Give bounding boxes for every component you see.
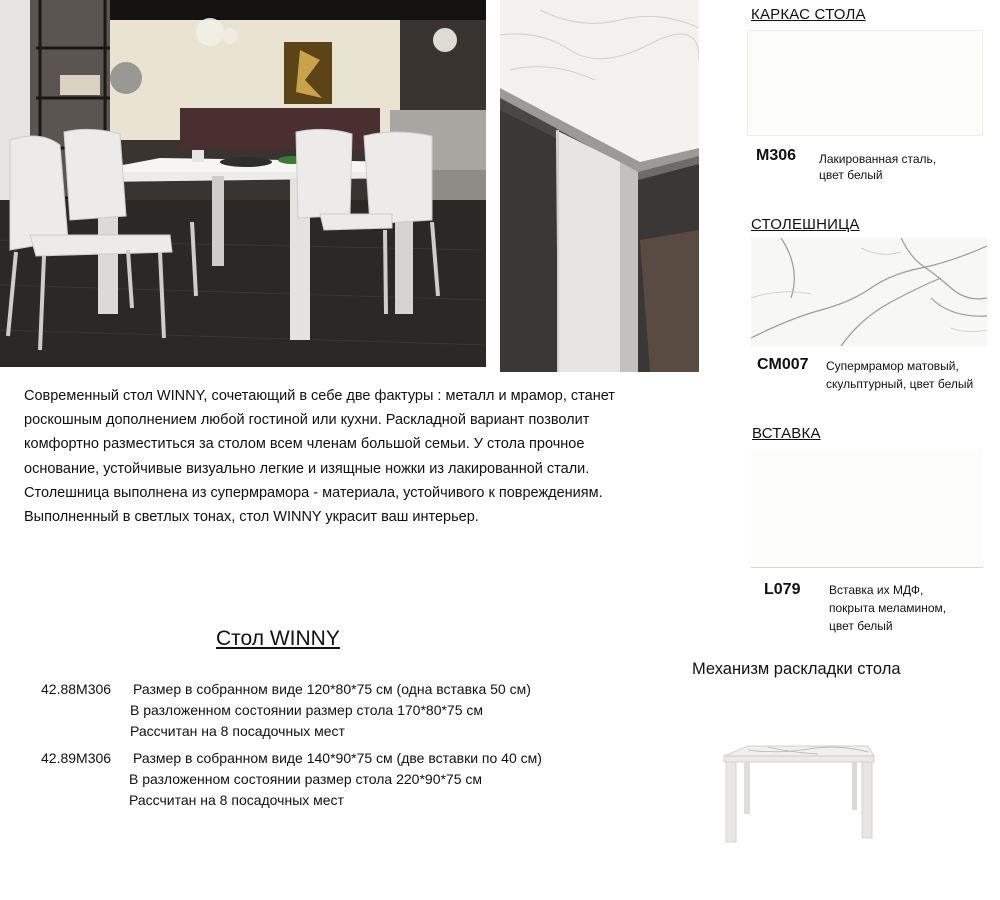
description-line: Выполненный в светлых тонах, стол WINNY украсит ваш интерьер. <box>24 509 479 526</box>
product-title: Стол WINNY <box>216 627 340 650</box>
insert-desc-line3: цвет белый <box>829 619 893 633</box>
variant-1-line1: Размер в собранном виде 120*80*75 см (одна вставка 50 см) <box>133 681 531 697</box>
tabletop-code: CM007 <box>757 356 809 373</box>
tabletop-heading: СТОЛЕШНИЦА <box>751 216 860 233</box>
insert-heading: ВСТАВКА <box>752 425 821 442</box>
variant-1-line3: Рассчитан на 8 посадочных мест <box>130 723 345 739</box>
frame-color-swatch <box>747 30 983 136</box>
insert-code: L079 <box>764 581 801 598</box>
product-description <box>24 384 664 529</box>
variant-2-line3: Рассчитан на 8 посадочных мест <box>129 792 344 808</box>
dining-room-photo <box>0 0 486 367</box>
frame-heading: КАРКАС СТОЛА <box>751 6 866 23</box>
description-line: Современный стол WINNY, сочетающий в себе две фактуры : металл и мрамор, станет <box>24 388 615 404</box>
description-line: основание, устойчивые визуально легкие и изящные ножки из лакированной стали. <box>24 460 590 477</box>
insert-color-swatch <box>751 449 983 568</box>
insert-desc-line1: Вставка их МДФ, <box>829 583 924 597</box>
frame-code: M306 <box>756 147 797 164</box>
tabletop-desc-line1: Супермрамор матовый, <box>826 359 959 373</box>
insert-desc-line2: покрыта меламином, <box>829 601 947 615</box>
variant-1-code: 42.88M306 <box>41 681 112 697</box>
variant-2-code: 42.89M306 <box>41 750 112 766</box>
tabletop-desc-line2: скульптурный, цвет белый <box>826 377 974 391</box>
table-corner-photo <box>500 0 699 372</box>
description-line: комфортно разместиться за столом всем членам большой семьи. У стола прочное <box>24 436 585 453</box>
table-product-icon <box>718 742 882 846</box>
description-line: Столешница выполнена из супермрамора - материала, устойчивого к повреждениям. <box>24 484 603 501</box>
extension-table-illustration <box>718 742 882 846</box>
description-line: роскошным дополнением любой гостиной или кухни. Раскладной вариант позволит <box>24 412 590 429</box>
frame-desc-line1: Лакированная сталь, <box>819 152 937 166</box>
variant-2-line1: Размер в собранном виде 140*90*75 см (две вставки по 40 см) <box>133 750 542 766</box>
variant-2-line2: В разложенном состоянии размер стола 220*90*75 см <box>129 771 483 787</box>
frame-desc-line2: цвет белый <box>819 168 883 182</box>
dining-room-illustration <box>0 0 486 367</box>
marble-swatch <box>751 238 987 346</box>
mechanism-title: Механизм раскладки стола <box>692 660 901 678</box>
marble-texture-icon <box>751 238 987 346</box>
variant-1-line2: В разложенном состоянии размер стола 170*80*75 см <box>130 702 484 718</box>
table-corner-illustration <box>500 0 699 372</box>
